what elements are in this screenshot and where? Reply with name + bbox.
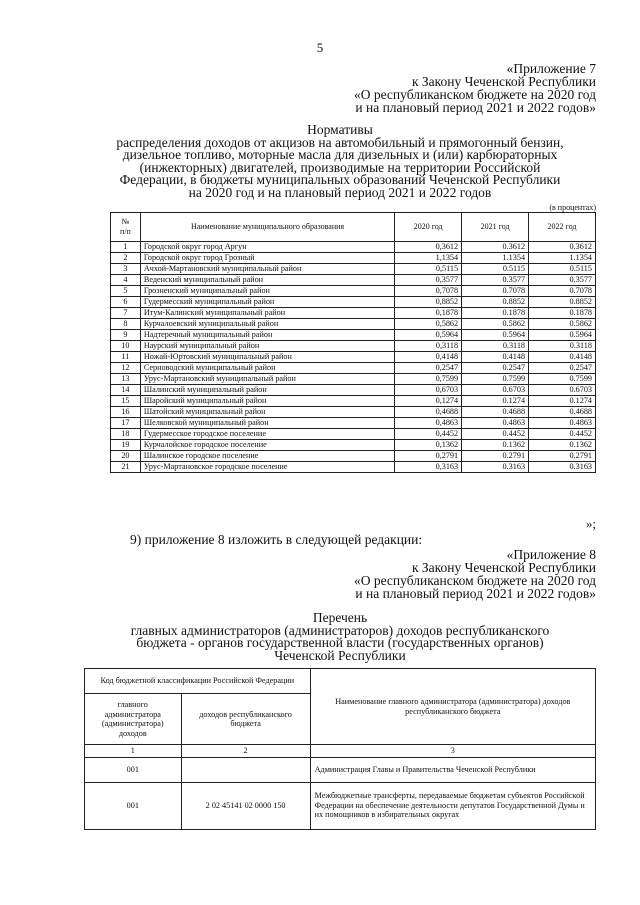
municipality-name: Шалинское городское поселение xyxy=(140,451,394,462)
value-2022: 0.4688 xyxy=(529,407,596,418)
annex7-line: «О республиканском бюджете на 2020 год xyxy=(353,87,596,102)
admin-code: 001 xyxy=(85,757,182,782)
value-2022: 0.2547 xyxy=(529,363,596,374)
adm-number-row xyxy=(85,745,596,758)
value-2020: 0,4863 xyxy=(395,418,462,429)
value-2021: 0.7599 xyxy=(462,374,529,385)
value-2022: 0.4863 xyxy=(529,418,596,429)
row-number: 21 xyxy=(111,462,141,473)
header-2020: 2020 год xyxy=(395,213,462,242)
table-row xyxy=(111,242,596,253)
table-row xyxy=(111,374,596,385)
admin-name: Межбюджетные трансферты, передаваемые бюджетам субъектов Российской Федерации на обеспечение деятельности депутатов Государственной Думы и их помощников в избирательных округах xyxy=(310,782,595,829)
value-2020: 0,1362 xyxy=(395,440,462,451)
value-2021: 0.7078 xyxy=(462,286,529,297)
annex8-line: к Закону Чеченской Республики xyxy=(411,560,596,575)
column-number: 3 xyxy=(310,745,595,758)
header-admin-name: Наименование главного администратора (администратора) доходов республиканского бюджета xyxy=(310,669,595,745)
municipality-name: Гудермесское городское поселение xyxy=(140,429,394,440)
municipality-name: Городской округ город Аргун xyxy=(140,242,394,253)
value-2021: 0.4148 xyxy=(462,352,529,363)
unit-label: (в процентах) xyxy=(549,203,596,212)
value-2020: 0,7078 xyxy=(395,286,462,297)
table-row xyxy=(111,275,596,286)
admin-code: 001 xyxy=(85,782,182,829)
municipality-name: Курчалоевский муниципальный район xyxy=(140,319,394,330)
value-2020: 0,3612 xyxy=(395,242,462,253)
value-2022: 0.8852 xyxy=(529,297,596,308)
row-number: 20 xyxy=(111,451,141,462)
value-2020: 0,7599 xyxy=(395,374,462,385)
value-2021: 0.5862 xyxy=(462,319,529,330)
row-number: 5 xyxy=(111,286,141,297)
table-row xyxy=(111,297,596,308)
municipality-name: Урус-Мартановское городское поселение xyxy=(140,462,394,473)
value-2022: 0.4452 xyxy=(529,429,596,440)
municipality-name: Веденский муниципальный район xyxy=(140,275,394,286)
table-row xyxy=(111,407,596,418)
value-2022: 0.7078 xyxy=(529,286,596,297)
list-title: Перечень xyxy=(312,610,368,625)
item-9-text: 9) приложение 8 изложить в следующей редакции: xyxy=(130,532,423,547)
value-2022: 0.3612 xyxy=(529,242,596,253)
normatives-subtitle-line: дизельное топливо, моторные масла для дизельных и (или) карбюраторных xyxy=(122,147,558,163)
table-row xyxy=(111,385,596,396)
row-number: 8 xyxy=(111,319,141,330)
admin-name: Администрация Главы и Правительства Чеченской Республики xyxy=(310,757,595,782)
row-number: 12 xyxy=(111,363,141,374)
value-2020: 0,3118 xyxy=(395,341,462,352)
list-subtitle-line: главных администраторов (администраторов) доходов республиканского xyxy=(130,622,550,638)
column-number: 2 xyxy=(181,745,310,758)
row-number: 19 xyxy=(111,440,141,451)
value-2021: 0.6703 xyxy=(462,385,529,396)
value-2021: 0.3577 xyxy=(462,275,529,286)
row-number: 13 xyxy=(111,374,141,385)
value-2020: 0,4148 xyxy=(395,352,462,363)
municipality-name: Ачхой-Мартановский муниципальный район xyxy=(140,264,394,275)
revenue-code xyxy=(181,757,310,782)
value-2022: 1.1354 xyxy=(529,253,596,264)
value-2022: 0.7599 xyxy=(529,374,596,385)
value-2020: 0,4688 xyxy=(395,407,462,418)
value-2022: 0.5115 xyxy=(529,264,596,275)
normatives-subtitle-line: на 2020 год и на плановый период 2021 и 2022 годов xyxy=(188,184,492,200)
table-row xyxy=(111,418,596,429)
value-2021: 0.4452 xyxy=(462,429,529,440)
value-2022: 0.2791 xyxy=(529,451,596,462)
annex8-header xyxy=(354,548,596,600)
header-2021: 2021 год xyxy=(462,213,529,242)
value-2021: 0.3118 xyxy=(462,341,529,352)
municipality-name: Серноводский муниципальный район xyxy=(140,363,394,374)
municipality-name: Итум-Калинский муниципальный район xyxy=(140,308,394,319)
value-2020: 0,5862 xyxy=(395,319,462,330)
municipality-name: Курчалойское городское поселение xyxy=(140,440,394,451)
value-2022: 0.3163 xyxy=(529,462,596,473)
row-number: 11 xyxy=(111,352,141,363)
normatives-title: Нормативы xyxy=(307,122,373,137)
table-row xyxy=(111,462,596,473)
row-number: 10 xyxy=(111,341,141,352)
row-number: 17 xyxy=(111,418,141,429)
normatives-subtitle-line: Федерации, в бюджеты муниципальных образований Чеченской Республики xyxy=(119,172,561,188)
row-number: 3 xyxy=(111,264,141,275)
table-row xyxy=(111,330,596,341)
table-row xyxy=(111,429,596,440)
table-row xyxy=(111,440,596,451)
value-2020: 0,6703 xyxy=(395,385,462,396)
closing-quote: »; xyxy=(585,516,596,531)
table-header-row xyxy=(111,213,596,242)
table-row xyxy=(85,757,596,782)
value-2021: 0.8852 xyxy=(462,297,529,308)
value-2022: 0.3118 xyxy=(529,341,596,352)
adm-header-row xyxy=(85,669,596,694)
municipality-name: Надтеречный муниципальный район xyxy=(140,330,394,341)
row-number: 16 xyxy=(111,407,141,418)
value-2022: 0.3577 xyxy=(529,275,596,286)
revenue-code: 2 02 45141 02 0000 150 xyxy=(181,782,310,829)
value-2020: 0,5964 xyxy=(395,330,462,341)
value-2022: 0.1362 xyxy=(529,440,596,451)
municipality-name: Шелковской муниципальный район xyxy=(140,418,394,429)
row-number: 6 xyxy=(111,297,141,308)
normatives-subtitle-line: (инжекторных) двигателей, производимые на территории Российской xyxy=(139,159,541,175)
normatives-subtitle-line: распределения доходов от акцизов на автомобильный и прямогонный бензин, xyxy=(116,134,564,150)
list-subtitle-line: бюджета - органов государственной власти (государственных органов) xyxy=(136,635,544,651)
header-code-group: Код бюджетной классификации Российской Федерации xyxy=(85,669,311,694)
value-2021: 0.5964 xyxy=(462,330,529,341)
annex7-line: «Приложение 7 xyxy=(506,61,596,76)
table-row xyxy=(111,451,596,462)
table-row xyxy=(111,253,596,264)
municipality-name: Грозненский муниципальный район xyxy=(140,286,394,297)
value-2021: 0.2791 xyxy=(462,451,529,462)
header-2022: 2022 год xyxy=(529,213,596,242)
table-row xyxy=(111,308,596,319)
value-2021: 0.4863 xyxy=(462,418,529,429)
header-revenue: доходов республиканского бюджета xyxy=(181,694,310,745)
row-number: 2 xyxy=(111,253,141,264)
value-2020: 0,2547 xyxy=(395,363,462,374)
value-2022: 0.5862 xyxy=(529,319,596,330)
value-2021: 0.2547 xyxy=(462,363,529,374)
value-2020: 0,1274 xyxy=(395,396,462,407)
value-2021: 0.1362 xyxy=(462,440,529,451)
table-row xyxy=(111,264,596,275)
normatives-title-block xyxy=(70,124,610,200)
value-2020: 0,5115 xyxy=(395,264,462,275)
row-number: 9 xyxy=(111,330,141,341)
value-2022: 0.4148 xyxy=(529,352,596,363)
row-number: 18 xyxy=(111,429,141,440)
table-row xyxy=(85,782,596,829)
annex8-line: «Приложение 8 xyxy=(506,547,596,562)
header-name: Наименование муниципального образования xyxy=(140,213,394,242)
annex7-header xyxy=(354,62,596,114)
row-number: 7 xyxy=(111,308,141,319)
value-2020: 0,4452 xyxy=(395,429,462,440)
value-2022: 0.5964 xyxy=(529,330,596,341)
value-2020: 0,1878 xyxy=(395,308,462,319)
value-2021: 0.1274 xyxy=(462,396,529,407)
municipality-name: Шаройский муниципальный район xyxy=(140,396,394,407)
value-2020: 0,8852 xyxy=(395,297,462,308)
value-2021: 0.1878 xyxy=(462,308,529,319)
value-2021: 0.3612 xyxy=(462,242,529,253)
value-2022: 0.6703 xyxy=(529,385,596,396)
value-2020: 0,3163 xyxy=(395,462,462,473)
municipality-name: Шалинский муниципальный район xyxy=(140,385,394,396)
row-number: 14 xyxy=(111,385,141,396)
value-2022: 0.1274 xyxy=(529,396,596,407)
annex8-line: и на плановый период 2021 и 2022 годов» xyxy=(355,586,596,601)
annex7-line: к Закону Чеченской Республики xyxy=(411,74,596,89)
value-2020: 0,3577 xyxy=(395,275,462,286)
table-row xyxy=(111,341,596,352)
page-number: 5 xyxy=(316,40,324,55)
value-2021: 1.1354 xyxy=(462,253,529,264)
table-row xyxy=(111,396,596,407)
table-row xyxy=(111,352,596,363)
row-number: 15 xyxy=(111,396,141,407)
value-2021: 0.4688 xyxy=(462,407,529,418)
column-number: 1 xyxy=(85,745,182,758)
municipality-name: Наурский муниципальный район xyxy=(140,341,394,352)
list-title-block xyxy=(70,612,610,662)
header-chief-admin: главного администратора (администратора) доходов xyxy=(85,694,182,745)
value-2021: 0.5115 xyxy=(462,264,529,275)
list-subtitle-line: Чеченской Республики xyxy=(274,647,406,663)
normatives-table xyxy=(110,212,596,473)
row-number: 4 xyxy=(111,275,141,286)
annex7-line: и на плановый период 2021 и 2022 годов» xyxy=(355,100,596,115)
municipality-name: Гудермесский муниципальный район xyxy=(140,297,394,308)
row-number: 1 xyxy=(111,242,141,253)
municipality-name: Ножай-Юртовский муниципальный район xyxy=(140,352,394,363)
value-2020: 0,2791 xyxy=(395,451,462,462)
header-number: № п/п xyxy=(111,213,141,242)
annex8-line: «О республиканском бюджете на 2020 год xyxy=(353,573,596,588)
table-row xyxy=(111,363,596,374)
value-2021: 0.3163 xyxy=(462,462,529,473)
table-row xyxy=(111,319,596,330)
municipality-name: Городской округ город Грозный xyxy=(140,253,394,264)
value-2022: 0.1878 xyxy=(529,308,596,319)
administrators-table xyxy=(84,668,596,830)
value-2020: 1,1354 xyxy=(395,253,462,264)
municipality-name: Урус-Мартановский муниципальный район xyxy=(140,374,394,385)
municipality-name: Шатойский муниципальный район xyxy=(140,407,394,418)
table-row xyxy=(111,286,596,297)
